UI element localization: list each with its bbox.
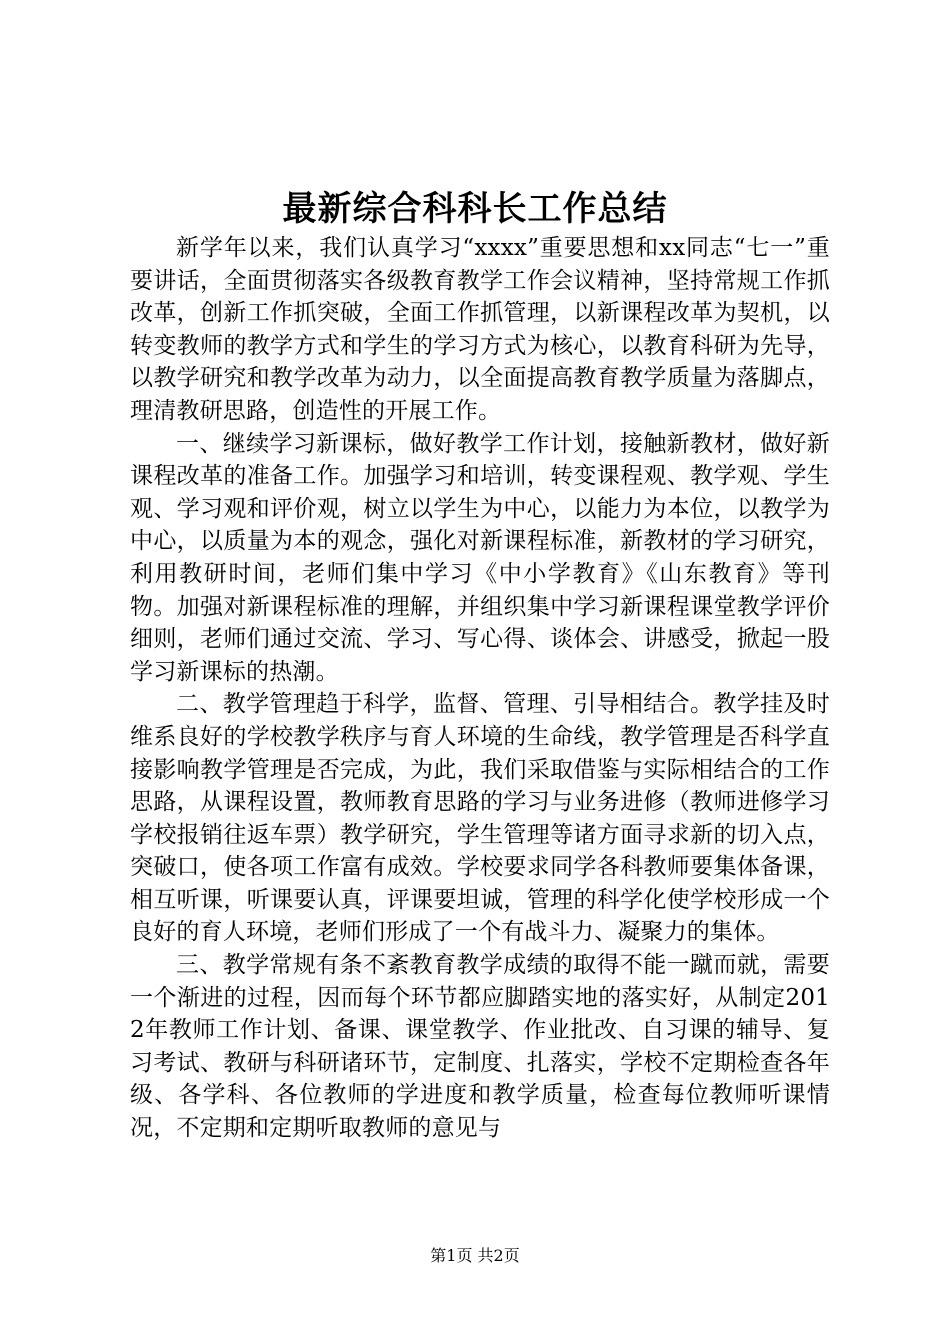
paragraph-intro: 新学年以来，我们认真学习“xxxx”重要思想和xx同志“七一”重要讲话，全面贯彻落实各级教育教学工作会议精神，坚持常规工作抓改革，创新工作抓突破，全面工作抓管理，以新课程改革为契机，以转变教师的教学方式和学生的学习方式为核心，以教育科研为先导，以教学研究和教学改革为动力，以全面提高教育教学质量为落脚点，理清教研思路，创造性的开展工作。 (130, 235, 830, 424)
paragraph-section-2: 二、教学管理趋于科学，监督、管理、引导相结合。教学挂及时维系良好的学校教学秩序与育人环境的生命线，教学管理是否科学直接影响教学管理是否完成，为此，我们采取借鉴与实际相结合的工作思路，从课程设置，教师教育思路的学习与业务进修（教师进修学习学校报销往返车票）教学研究，学生管理等诸方面寻求新的切入点，突破口，使各项工作富有成效。学校要求同学各科教师要集体备课，相互听课，听课要认真，评课要坦诚，管理的科学化使学校形成一个良好的育人环境，老师们形成了一个有战斗力、凝聚力的集体。 (130, 691, 830, 946)
paragraph-section-3: 三、教学常规有条不紊教育教学成绩的取得不能一蹴而就，需要一个渐进的过程，因而每个环节都应脚踏实地的落实好，从制定2012年教师工作计划、备课、课堂教学、作业批改、自习课的辅导、复习考试、教研与科研诸环节，定制度、扎落实，学校不定期检查各年级、各学科、各位教师的学进度和教学质量，检查每位教师听课情况，不定期和定期听取教师的意见与 (130, 952, 830, 1142)
page-number-footer: 第1页 共2页 (430, 1246, 520, 1265)
paragraph-section-1: 一、继续学习新课标，做好教学工作计划，接触新教材，做好新课程改革的准备工作。加强学习和培训，转变课程观、教学观、学生观、学习观和评价观，树立以学生为中心，以能力为本位，以教学为中心，以质量为本的观念，强化对新课程标准，新教材的学习研究，利用教研时间，老师们集中学习《中小学教育》《山东教育》等刊物。加强对新课程标准的理解，并组织集中学习新课程课堂教学评价细则，老师们通过交流、学习、写心得、谈体会、讲感受，掀起一股学习新课标的热潮。 (130, 430, 830, 685)
document-title: 最新综合科科长工作总结 (282, 189, 668, 229)
document-body (130, 232, 830, 1145)
